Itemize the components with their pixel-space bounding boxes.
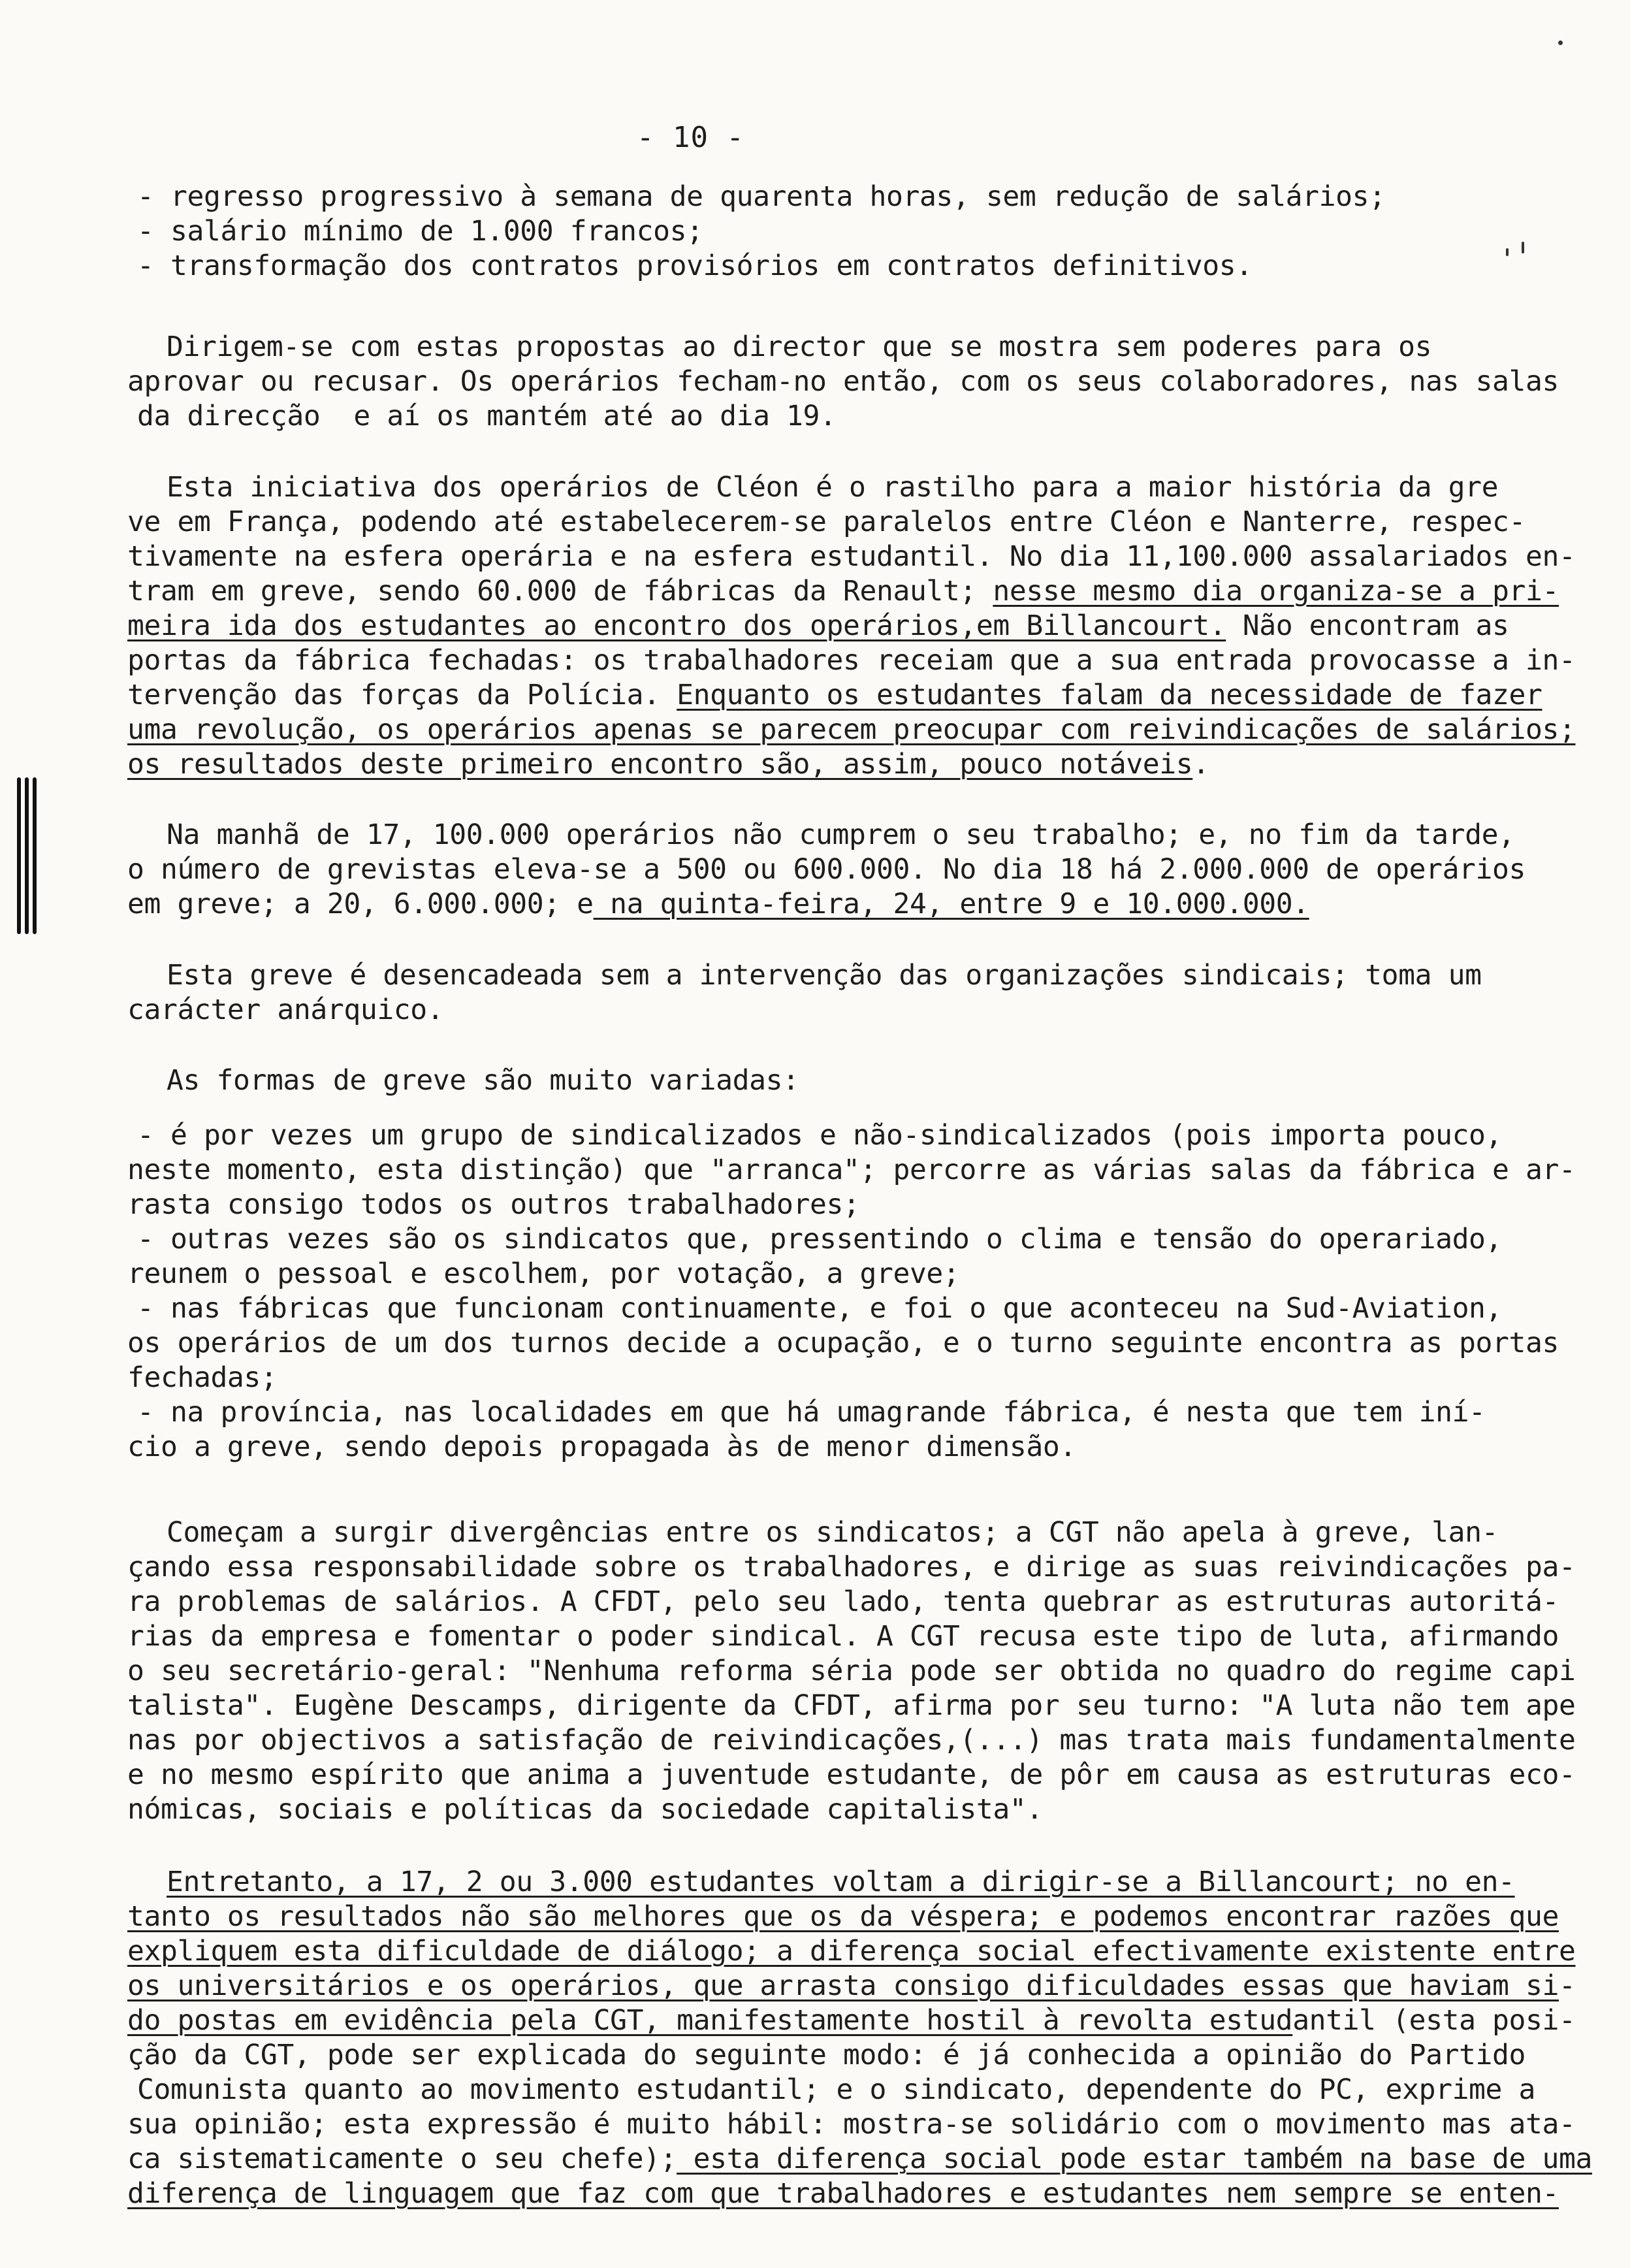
text-line: Esta iniciativa dos operários de Cléon é o rastilho para a maior história da gre [167, 471, 1499, 504]
text-line: os resultados deste primeiro encontro são, assim, pouco notáveis. [127, 748, 1209, 781]
text-line: tivamente na esfera operária e na esfera estudantil. No dia 11,100.000 assalariados en- [127, 540, 1576, 573]
text-line: do postas em evidência pela CGT, manifestamente hostil à revolta estudantil (esta posi- [127, 2004, 1576, 2037]
text-line: tram em greve, sendo 60.000 de fábricas da Renault; nesse mesmo dia organiza-se a pri- [127, 575, 1559, 608]
text-line: - regresso progressivo à semana de quarenta horas, sem redução de salários; [137, 180, 1386, 213]
paper-speck [1558, 40, 1563, 45]
text-line: cio a greve, sendo depois propagada às de menor dimensão. [127, 1431, 1076, 1463]
text-line [127, 1900, 1559, 1934]
text-line: reunem o pessoal e escolhem, por votação, a greve; [127, 1257, 960, 1290]
text-line: tervenção das forças da Polícia. Enquanto os estudantes falam da necessidade de fazer [127, 679, 1542, 711]
text-line: - outras vezes são os sindicatos que, pressentindo o clima e tensão do operariado, [137, 1223, 1503, 1256]
text-line: os universitários e os operários, que arrasta consigo dificuldades essas que haviam si- [127, 1969, 1576, 2002]
text-line: - salário mínimo de 1.000 francos; [137, 215, 703, 248]
handwritten-underline: diferença de linguagem que faz com que trabalhadores e estudantes nem sempre se enten- [127, 2177, 1559, 2210]
text-line: nas por objectivos a satisfação de reivindicações,(...) mas trata mais fundamentalmente [127, 1724, 1576, 1757]
handwritten-underline: na quinta-feira, 24, entre 9 e 10.000.000. [593, 888, 1309, 920]
text-line: carácter anárquico. [127, 994, 444, 1026]
handwritten-underline: Entretanto, a 17, 2 ou 3.000 estudantes voltam a dirigir-se a Billancourt; no en- [167, 1866, 1515, 1898]
handwritten-underline: Enquanto os estudantes falam da necessidade de fazer [677, 679, 1542, 711]
text-line: Comunista quanto ao movimento estudantil; e o sindicato, dependente do PC, exprime a [137, 2073, 1536, 2106]
text-line [127, 713, 1576, 747]
text-line: ra problemas de salários. A CFDT, pelo seu lado, tenta quebrar as estruturas autoritá- [127, 1585, 1559, 1618]
text-line: - é por vezes um grupo de sindicalizados e não-sindicalizados (pois importa pouco, [137, 1119, 1503, 1152]
handwritten-underline: meira ida dos estudantes ao encontro dos operários,em Billancourt. [127, 609, 1226, 642]
text-line: os operários de um dos turnos decide a ocupação, e o turno seguinte encontra as portas [127, 1327, 1559, 1359]
text-line: As formas de greve são muito variadas: [167, 1064, 799, 1097]
handwritten-underline: do postas em evidência pela CGT, manifestamente hostil à revolta estud [127, 2004, 1293, 2037]
text-line: - transformação dos contratos provisórios em contratos definitivos. [137, 250, 1253, 282]
margin-bar [25, 777, 29, 934]
text-line: nómicas, sociais e políticas da sociedade capitalista". [127, 1793, 1043, 1826]
text-line: talista". Eugène Descamps, dirigente da CFDT, afirma por seu turno: "A luta não tem ape [127, 1689, 1576, 1722]
text-line: e no mesmo espírito que anima a juventude estudante, de pôr em causa as estruturas eco- [127, 1758, 1576, 1791]
text-line: ve em França, podendo até estabelecerem-se paralelos entre Cléon e Nanterre, respec- [127, 506, 1526, 538]
paper-speck [1522, 242, 1524, 253]
handwritten-underline: uma revolução, os operários apenas se parecem preocupar com reivindicações de salários; [127, 713, 1576, 746]
text-line: meira ida dos estudantes ao encontro dos operários,em Billancourt. Não encontram as [127, 609, 1509, 642]
text-line: sua opinião; esta expressão é muito hábil: mostra-se solidário com o movimento mas ata- [127, 2108, 1576, 2141]
text-line: Na manhã de 17, 100.000 operários não cumprem o seu trabalho; e, no fim da tarde, [167, 818, 1515, 851]
page-number: - 10 - [637, 121, 744, 154]
text-line: da direcção e aí os mantém até ao dia 19. [137, 400, 837, 432]
text-line: neste momento, esta distinção) que "arranca"; percorre as várias salas da fábrica e ar- [127, 1154, 1576, 1186]
text-line: em greve; a 20, 6.000.000; e na quinta-feira, 24, entre 9 e 10.000.000. [127, 888, 1309, 920]
handwritten-underline: nesse mesmo dia organiza-se a pri- [993, 575, 1559, 608]
text-line: aprovar ou recusar. Os operários fecham-no então, com os seus colaboradores, nas salas [127, 365, 1559, 398]
text-line: fechadas; [127, 1361, 278, 1394]
margin-mark [14, 777, 40, 947]
text-line: o número de grevistas eleva-se a 500 ou 600.000. No dia 18 há 2.000.000 de operários [127, 853, 1526, 886]
text-line: Dirigem-se com estas propostas ao director que se mostra sem poderes para os [167, 331, 1432, 363]
paper-speck [1506, 248, 1509, 256]
text-line: ca sistematicamente o seu chefe); esta diferença social pode estar também na base de uma [127, 2143, 1592, 2175]
text-line: o seu secretário-geral: "Nenhuma reforma séria pode ser obtida no quadro do regime capi [127, 1655, 1576, 1687]
text-line: portas da fábrica fechadas: os trabalhadores receiam que a sua entrada provocasse a in- [127, 644, 1576, 677]
margin-bar [33, 777, 37, 934]
text-line: - na província, nas localidades em que há umagrande fábrica, é nesta que tem iní- [137, 1396, 1486, 1429]
text-line: Começam a surgir divergências entre os sindicatos; a CGT não apela à greve, lan- [167, 1516, 1499, 1549]
margin-bar [17, 777, 21, 934]
text-line: ção da CGT, pode ser explicada do seguinte modo: é já conhecida a opinião do Partido [127, 2039, 1526, 2071]
text-line [127, 2177, 1559, 2211]
handwritten-underline: expliquem esta dificuldade de diálogo; a diferença social efectivamente existente entre [127, 1935, 1576, 1968]
text-line: - nas fábricas que funcionam continuamente, e foi o que aconteceu na Sud-Aviation, [137, 1292, 1503, 1325]
text-line: rias da empresa e fomentar o poder sindical. A CGT recusa este tipo de luta, afirmando [127, 1620, 1559, 1653]
handwritten-underline: os resultados deste primeiro encontro são, assim, pouco notáveis [127, 748, 1193, 781]
text-line [167, 1865, 1515, 1899]
text-line: çando essa responsabilidade sobre os trabalhadores, e dirige as suas reivindicações pa- [127, 1551, 1576, 1583]
text-line [127, 1934, 1576, 1968]
text-line: Esta greve é desencadeada sem a intervenção das organizações sindicais; toma um [167, 959, 1482, 992]
text-line: rasta consigo todos os outros trabalhadores; [127, 1188, 860, 1221]
handwritten-underline: esta diferença social pode estar também na base de uma [677, 2143, 1592, 2175]
handwritten-underline: os universitários e os operários, que arrasta consigo dificuldades essas que haviam si [127, 1969, 1559, 2002]
handwritten-underline: tanto os resultados não são melhores que os da véspera; e podemos encontrar razões que [127, 1900, 1559, 1933]
